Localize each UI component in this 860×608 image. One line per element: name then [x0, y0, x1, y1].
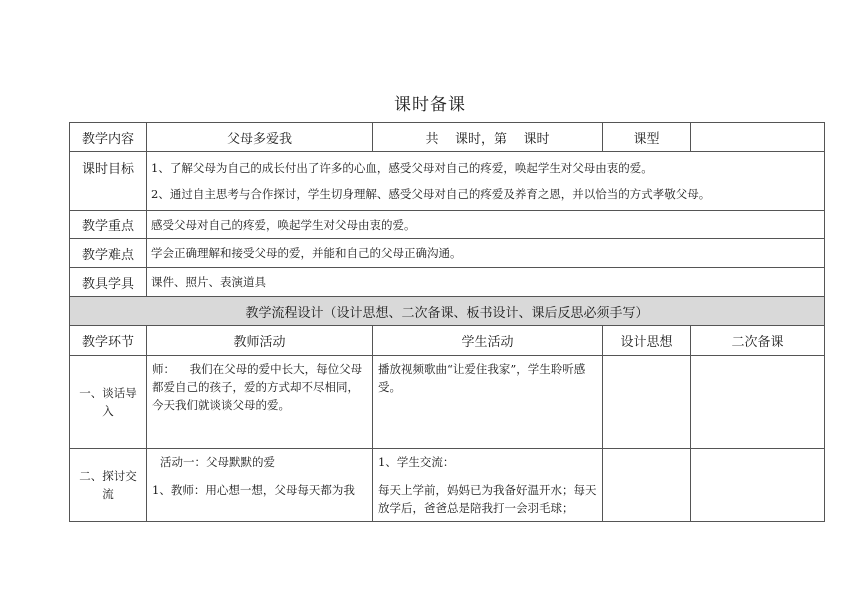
second-prep	[691, 449, 825, 522]
student-activity	[373, 356, 603, 449]
student-text: 每天上学前，妈妈已为我备好温开水；每天放学后，爸爸总是陪我打一会羽毛球；	[378, 483, 597, 515]
content-label: 教学内容	[70, 123, 147, 152]
page-title: 课时备课	[394, 95, 466, 115]
tools-value: 课件、照片、表演道具	[147, 268, 825, 297]
teacher-activity	[147, 449, 373, 522]
design-thought	[603, 449, 691, 522]
flow-banner-row	[70, 297, 825, 326]
type-value	[691, 123, 825, 152]
header-student: 学生活动	[373, 326, 603, 356]
stage-name: 二、探讨交流	[70, 449, 147, 522]
difficulty-value: 学会正确理解和接受父母的爱，并能和自己的父母正确沟通。	[147, 239, 825, 268]
goals-content	[147, 152, 825, 211]
flow-header-row	[70, 326, 825, 356]
goals-row	[70, 152, 825, 211]
header-second: 二次备课	[691, 326, 825, 356]
tools-row	[70, 268, 825, 297]
lesson-plan-table	[69, 122, 825, 522]
stage-name: 一、谈话导入	[70, 356, 147, 449]
key-point-value: 感受父母对自己的疼爱，唤起学生对父母由衷的爱。	[147, 211, 825, 239]
goal-item: 2、通过自主思考与合作探讨，学生切身理解、感受父母对自己的疼爱及养育之恩，并以恰当的方式孝敬父母。	[151, 187, 711, 201]
key-point-label: 教学重点	[70, 211, 147, 239]
key-point-row	[70, 211, 825, 239]
teacher-text: 师： 我们在父母的爱中长大，每位父母都爱自己的孩子，爱的方式却不尽相同，今天我们就谈谈父母的爱。	[152, 362, 363, 412]
header-stage: 教学环节	[70, 326, 147, 356]
stage-row	[70, 449, 825, 522]
header-design: 设计思想	[603, 326, 691, 356]
header-teacher: 教师活动	[147, 326, 373, 356]
design-thought	[603, 356, 691, 449]
content-row	[70, 123, 825, 152]
teacher-text: 活动一：父母默默的爱	[160, 455, 275, 469]
stage-row	[70, 356, 825, 449]
goals-label: 课时目标	[70, 152, 147, 211]
student-text: 播放视频歌曲“让爱住我家”，学生聆听感受。	[378, 362, 586, 394]
student-text: 1、学生交流：	[378, 455, 455, 469]
second-prep	[691, 356, 825, 449]
flow-banner: 教学流程设计（设计思想、二次备课、板书设计、课后反思必须手写）	[70, 297, 825, 326]
goal-item: 1、了解父母为自己的成长付出了许多的心血，感受父母对自己的疼爱，唤起学生对父母由衷的爱。	[151, 161, 653, 175]
period-count: 共 课时，第 课时	[373, 123, 603, 152]
tools-label: 教具学具	[70, 268, 147, 297]
difficulty-row	[70, 239, 825, 268]
teacher-activity	[147, 356, 373, 449]
content-value: 父母多爱我	[147, 123, 373, 152]
student-activity	[373, 449, 603, 522]
type-label: 课型	[603, 123, 691, 152]
teacher-text: 1、教师：用心想一想，父母每天都为我	[152, 483, 355, 497]
difficulty-label: 教学难点	[70, 239, 147, 268]
